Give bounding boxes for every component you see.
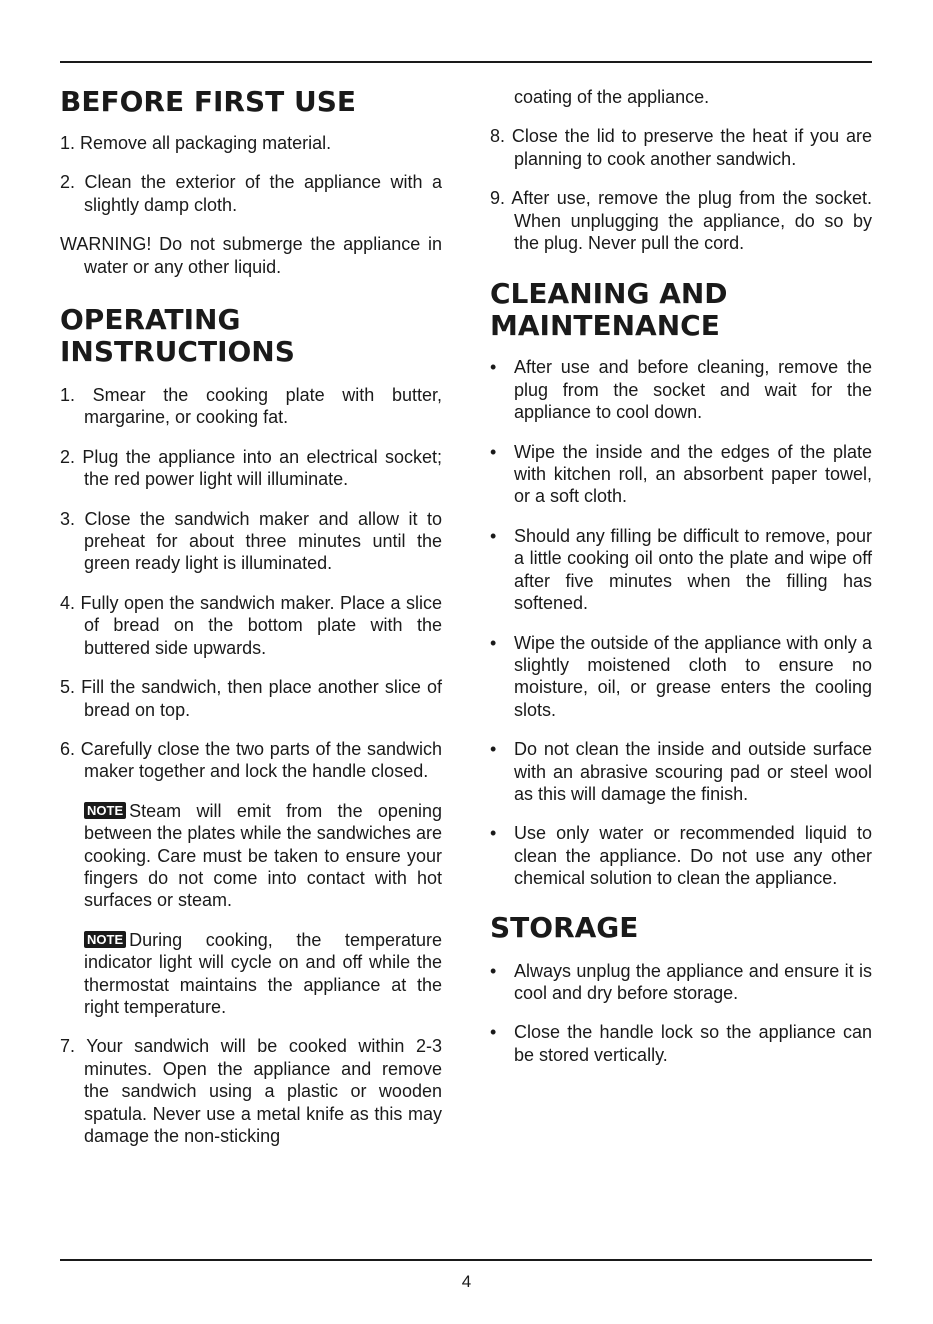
cleaning-item-text: Wipe the outside of the appliance with only a slightly moistened cloth to ensure no moisture, oil, or grease enters the cooling slots.	[514, 632, 872, 720]
warning-text: WARNING! Do not submerge the appliance in water or any other liquid.	[60, 234, 442, 277]
operating-step-6: 6. Carefully close the two parts of the sandwich maker together and lock the handle closed.	[60, 738, 442, 782]
left-column	[60, 78, 442, 1147]
right-column	[490, 78, 872, 1066]
bullet-icon: •	[490, 525, 497, 546]
bullet-icon: •	[490, 632, 497, 653]
heading-line: INSTRUCTIONS	[60, 335, 295, 369]
operating-step-9: 9. After use, remove the plug from the socket. When unplugging the appliance, do so by the plug. Never pull the cord.	[490, 188, 872, 254]
cleaning-item	[490, 356, 872, 423]
note-badge: NOTE	[84, 931, 126, 948]
cleaning-item	[490, 525, 872, 615]
storage-item-text: Close the handle lock so the appliance can be stored vertically.	[514, 1022, 872, 1065]
cleaning-item	[490, 822, 872, 889]
before-step-2: 2. Clean the exterior of the appliance with a slightly damp cloth.	[60, 172, 442, 215]
operating-step-7-continued: coating of the appliance.	[514, 87, 710, 107]
heading-line: OPERATING	[60, 303, 241, 337]
storage-item	[490, 1021, 872, 1066]
bullet-icon: •	[490, 441, 497, 462]
bullet-icon: •	[490, 739, 497, 760]
section-heading-operating	[60, 304, 442, 368]
cleaning-item	[490, 441, 872, 508]
bottom-rule	[60, 1259, 872, 1261]
operating-step-4: 4. Fully open the sandwich maker. Place a slice of bread on the bottom plate with the buttered side upwards.	[60, 592, 442, 658]
page-number: 4	[461, 1272, 472, 1291]
section-heading-before-first-use: BEFORE FIRST USE	[60, 85, 356, 118]
top-rule	[60, 61, 872, 63]
cleaning-item-text: Use only water or recommended liquid to clean the appliance. Do not use any other chemical solution to clean the appliance.	[514, 823, 872, 889]
cleaning-item	[490, 738, 872, 805]
operating-step-5: 5. Fill the sandwich, then place another slice of bread on top.	[60, 677, 442, 720]
heading-line: MAINTENANCE	[490, 309, 720, 343]
operating-step-8: 8. Close the lid to preserve the heat if you are planning to cook another sandwich.	[490, 126, 872, 169]
section-heading-storage: STORAGE	[490, 910, 639, 944]
bullet-icon: •	[490, 1022, 497, 1043]
cleaning-item-text: Do not clean the inside and outside surface with an abrasive scouring pad or steel wool as this will damage the finish.	[514, 739, 872, 804]
note-text: Steam will emit from the opening between the plates while the sandwiches are cooking. Care must be taken to ensure your fingers do not come into contact with hot surfaces or steam.	[84, 800, 442, 911]
heading-line: CLEANING AND	[490, 277, 728, 311]
before-step-1: 1. Remove all packaging material.	[60, 133, 332, 153]
cleaning-item	[490, 632, 872, 722]
operating-step-2: 2. Plug the appliance into an electrical socket; the red power light will illuminate.	[60, 446, 442, 490]
bullet-icon: •	[490, 960, 497, 981]
bullet-icon: •	[490, 823, 497, 844]
storage-item	[490, 960, 872, 1005]
cleaning-item-text: Wipe the inside and the edges of the plate with kitchen roll, an absorbent paper towel, or a soft cloth.	[514, 441, 872, 507]
note-badge: NOTE	[84, 802, 126, 819]
cleaning-item-text: After use and before cleaning, remove the plug from the socket and wait for the appliance to cool down.	[514, 357, 872, 423]
cleaning-item-text: Should any filling be difficult to remove, pour a little cooking oil onto the plate and wipe off after five minutes when the filling has softened.	[514, 525, 872, 614]
operating-step-1: 1. Smear the cooking plate with butter, margarine, or cooking fat.	[60, 385, 442, 428]
note-text: During cooking, the temperature indicator light will cycle on and off while the thermostat maintains the appliance at the right temperature.	[84, 929, 442, 1017]
note-steam	[84, 800, 442, 912]
note-temperature	[84, 929, 442, 1019]
section-heading-cleaning	[490, 278, 872, 342]
operating-step-7: 7. Your sandwich will be cooked within 2-3 minutes. Open the appliance and remove the sandwich using a plastic or wooden spatula. Never use a metal knife as this may damage the non-sticking	[60, 1036, 442, 1146]
operating-step-3: 3. Close the sandwich maker and allow it to preheat for about three minutes until the green ready light is illuminated.	[60, 508, 442, 574]
storage-item-text: Always unplug the appliance and ensure it is cool and dry before storage.	[514, 960, 872, 1003]
bullet-icon: •	[490, 357, 497, 378]
